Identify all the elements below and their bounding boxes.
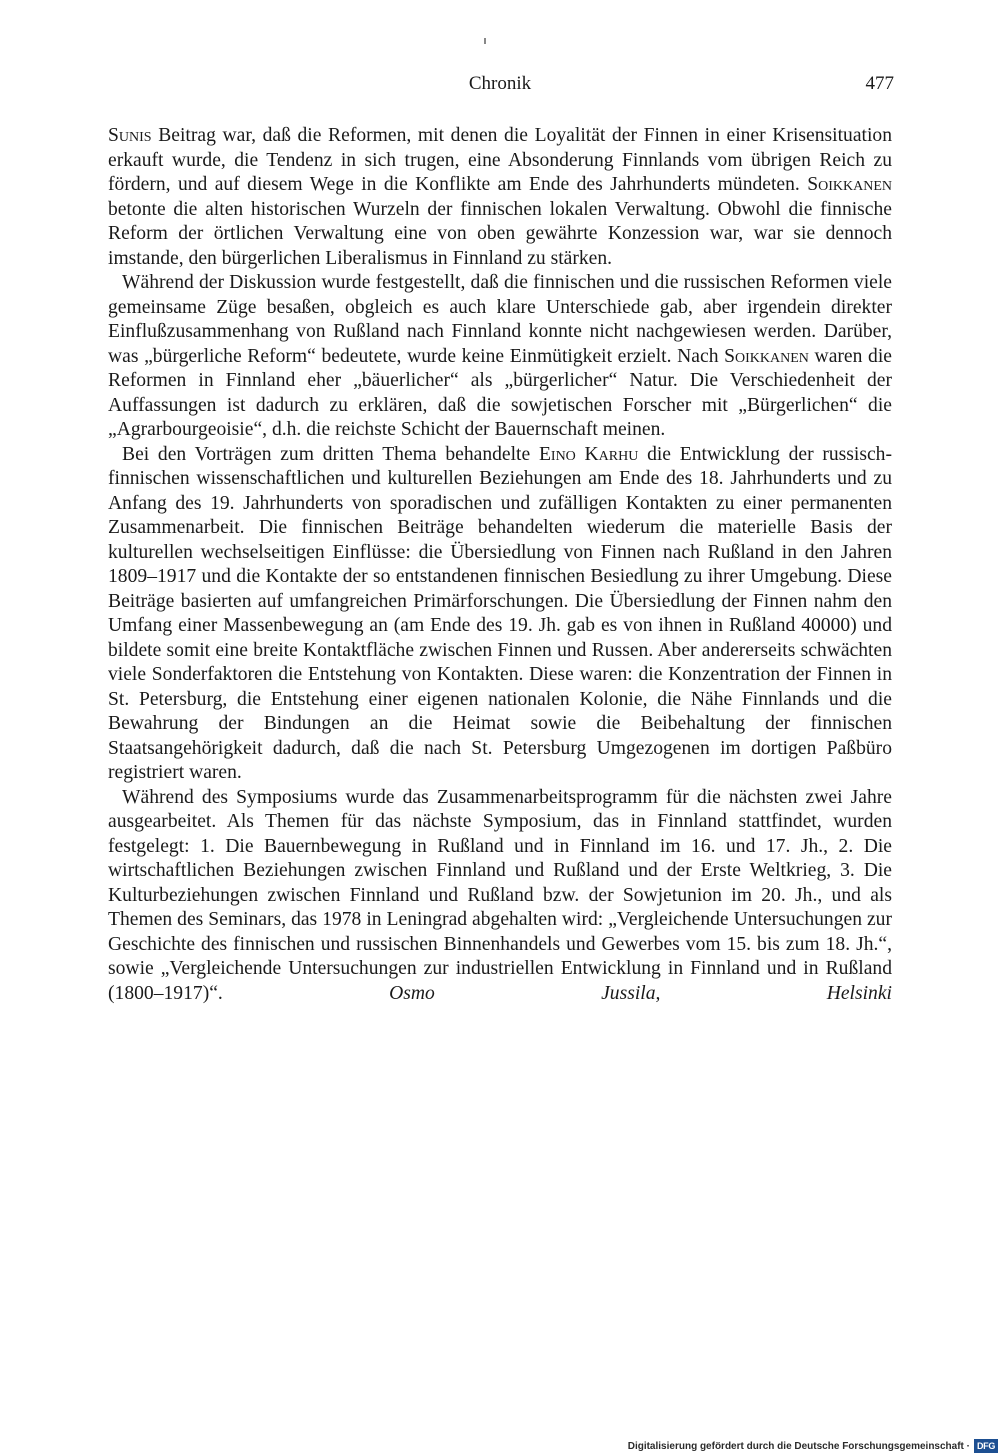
running-title: Chronik — [468, 73, 532, 94]
paragraph-1-text-b: betonte die alten historischen Wurzeln der finnischen lokalen Verwaltung. Obwohl die finnische Reform der örtlichen Verwaltung eine von oben gewährte Konzession war, war sie dennoch imstande, den bürgerlichen Liberalismus in Finnland zu stärken. — [108, 198, 892, 269]
author-name-soikkanen-2: Soikkanen — [724, 345, 809, 367]
paragraph-1 — [108, 124, 892, 271]
author-name-suni: Sunis — [108, 125, 152, 146]
page-number: 477 — [865, 73, 894, 94]
paragraph-3 — [108, 443, 892, 786]
paragraph-4 — [108, 786, 892, 1007]
paragraph-1-text-a: Beitrag war, daß die Reformen, mit denen die Loyalität der Finnen in einer Krisensituation erkauft wurde, die Tendenz in sich trugen, eine Absonderung Finnlands vom übrigen Reich zu fördern, und auf diesem Wege in die Konflikte am Ende des Jahrhunderts mündeten. — [108, 125, 892, 195]
author-name-soikkanen: Soikkanen — [807, 174, 892, 195]
paragraph-3-text-b: die Entwicklung der russisch-finnischen wissenschaftlichen und kulturellen Beziehungen am Ende des 18. Jahrhunderts und zu Anfang des 19. Jahrhunderts von sporadischen und zufälligen Kontakten zu einer permanenten Zusammenarbeit. Die finnischen Beiträge behandelten wiederum die materielle Basis der kulturellen wechselseitigen Einflüsse: die Übersiedlung von Finnen nach Rußland in den Jahren 1809–1917 und die Kontakte der so entstandenen finnischen Besiedlung zu ihrer Umgebung. Diese Beiträge basierten auf umfangreichen Primärforschungen. Die Übersiedlung der Finnen nahm den Umfang einer Massenbewegung an (am Ende des 19. Jh. gab es von ihnen in Rußland 40000) und bildete somit eine breite Kontaktfläche zwischen Finnen und Russen. Aber andererseits schwächten viele Sonderfaktoren die Entstehung von Kontakten. Diese waren: die Konzentration der Finnen in St. Petersburg, die Entstehung einer eigenen nationalen Kolonie, die Nähe Finnlands und die Bewahrung der Bindungen an die Heimat sowie die Beibehaltung der finnischen Staatsangehörigkeit dadurch, daß die nach St. Petersburg Umgezogenen im dortigen Paßbüro registriert waren. — [108, 443, 893, 783]
paragraph-2-text-a: Während der Diskussion wurde festgestellt, daß die finnischen und die russischen Reformen viele gemeinsame Züge besaßen, obgleich es auch klare Unterschiede gab, aber irgendein direkter Einflußzusammenhang von Rußland nach Finnland konnte nicht nachgewiesen werden. Darüber, was „bürgerliche Reform“ bedeutete, wurde keine Einmütigkeit erzielt. Nach — [108, 272, 892, 367]
dfg-logo: DFG — [974, 1439, 998, 1453]
page-top-mark — [484, 38, 486, 44]
paragraph-2 — [108, 271, 892, 443]
author-signature: Osmo Jussila, Helsinki — [389, 982, 892, 1004]
footer-text: Digitalisierung gefördert durch die Deutsche Forschungsgemeinschaft · — [627, 1440, 970, 1452]
paragraph-4-text: Während des Symposiums wurde das Zusammenarbeitsprogramm für die nächsten zwei Jahre ausgearbeitet. Als Themen für das nächste Symposium, das in Finnland stattfindet, wurden festgelegt: 1. Die Bauernbewegung in Rußland und in Finnland im 16. und 17. Jh., 2. Die wirtschaftlichen Beziehungen zwischen Finnland und Rußland und der Erste Weltkrieg, 3. Die Kulturbeziehungen zwischen Finnland und Rußland bzw. der Sowjetunion im 20. Jh., und als Themen des Seminars, das 1978 in Leningrad abgehalten wird: „Vergleichende Untersuchungen zur Geschichte des finnischen und russischen Binnenhandels und Gewerbes vom 15. bis zum 18. Jh.“, sowie „Vergleichende Untersuchungen zur industriellen Entwicklung in Finnland und in Rußland (1800–1917)“. — [108, 786, 892, 1004]
paragraph-3-text-a: Bei den Vorträgen zum dritten Thema behandelte — [122, 443, 539, 465]
running-header — [108, 72, 892, 102]
body-text — [108, 124, 892, 1006]
digitization-footer — [628, 1436, 1000, 1456]
author-name-karhu: Eino Karhu — [538, 443, 639, 465]
paragraph-2-text-b: waren die Reformen in Finnland eher „bäuerlicher“ als „bürgerlicher“ Natur. Die Verschiedenheit der Auffassungen ist dadurch zu erklären, daß die sowjetischen Forscher mit „Bürgerlichen“ die „Agrarbourgeoisie“, d.h. die reichste Schicht der Bauernschaft meinen. — [108, 345, 892, 440]
